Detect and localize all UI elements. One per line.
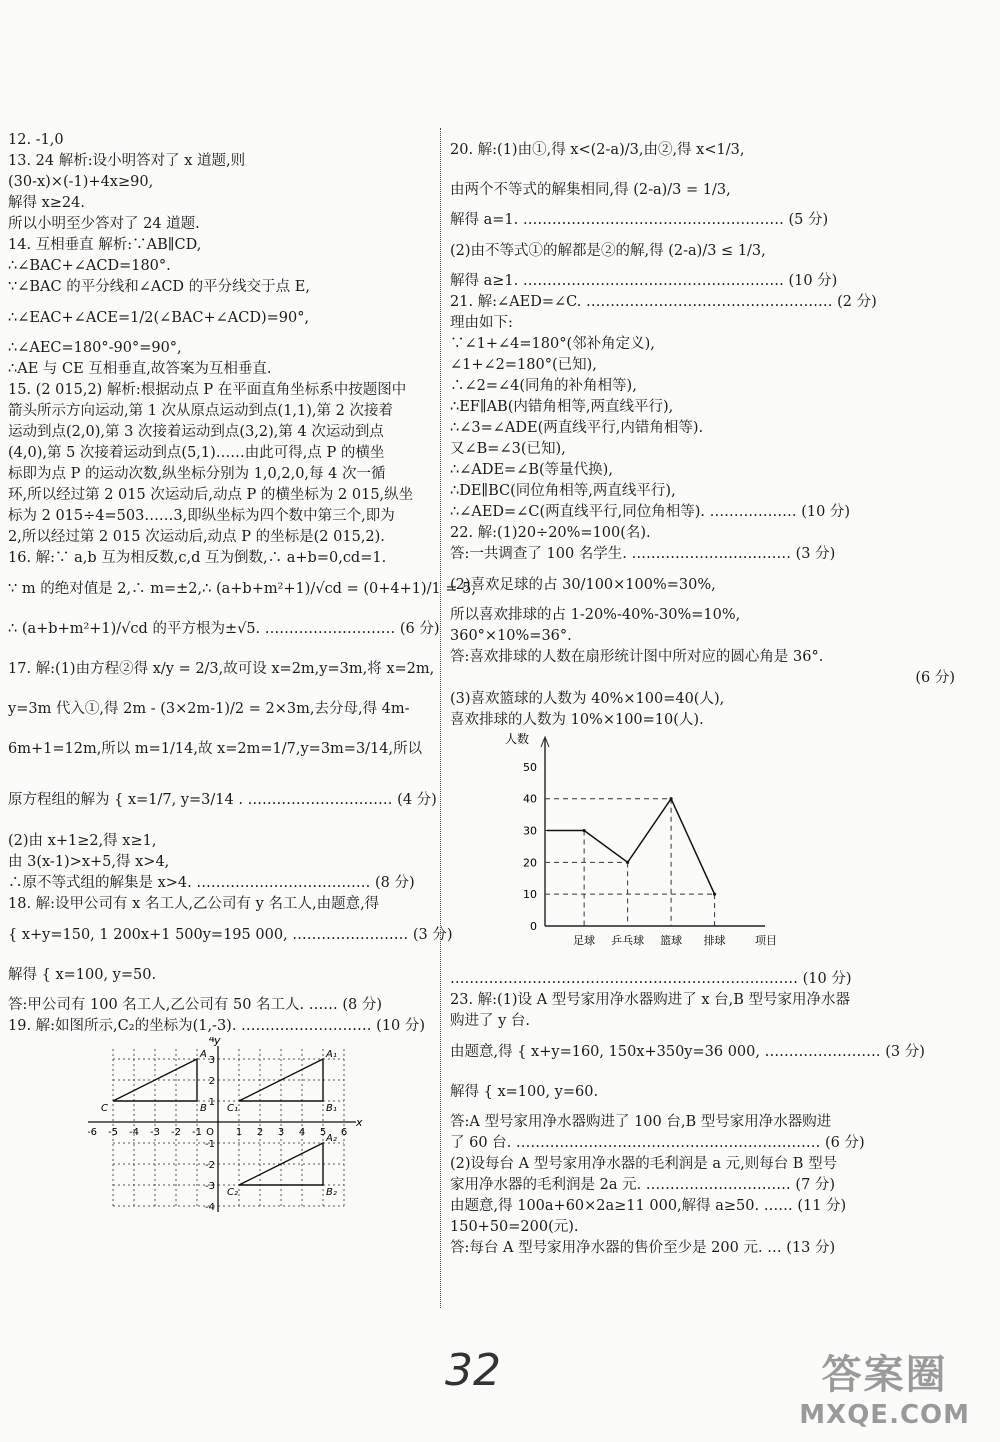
answer-18 (8, 894, 453, 1016)
y-axis-label: 人数 (505, 732, 530, 746)
x-tick-label: -4 (129, 1127, 139, 1138)
y-tick-label: 30 (523, 824, 537, 838)
y-tick-label: -2 (205, 1160, 215, 1171)
answer-20-line: (2)由不等式①的解都是②的解,得 (2-a)/3 ≤ 1/3, (450, 243, 766, 259)
point-label: B₂ (326, 1187, 337, 1198)
answer-16-line: ∵ m 的绝对值是 2,∴ m=±2,∴ (a+b+m²+1)/√cd = (0+4+1)/1 = 5, (8, 581, 476, 597)
answer-17-line: ∴原不等式组的解集是 x>4. ……………………………… (8 分) (8, 875, 415, 891)
y-tick-label: 10 (523, 888, 537, 902)
answer-17 (8, 649, 437, 894)
answer-21 (450, 292, 985, 523)
answer-20 (450, 130, 985, 292)
answer-23-line: 23. 解:(1)设 A 型号家用净水器购进了 x 台,B 型号家用净水器 (450, 992, 851, 1008)
line-chart-figure (490, 731, 985, 969)
line-chart (490, 731, 790, 969)
y-tick-label: 50 (523, 760, 537, 774)
answer-22-line: 答:喜欢排球的人数在扇形统计图中所对应的圆心角是 36°. (450, 649, 824, 665)
answer-21-line: ∴∠AED=∠C(两直线平行,同位角相等). ……………… (10 分) (450, 504, 851, 520)
answer-15-line: 2,所以经过第 2 015 次运动后,动点 P 的坐标是(2 015,2). (8, 529, 385, 545)
answer-15-line: 标即为点 P 的运动次数,纵坐标分别为 1,0,2,0,每 4 次一循 (8, 466, 386, 482)
answer-23-line: 购进了 y 台. (450, 1013, 531, 1029)
x-tick-label: 2 (256, 1127, 264, 1138)
y-axis-label: y (214, 1037, 221, 1047)
answer-13 (8, 151, 433, 235)
answer-13-line: 解得 x≥24. (8, 195, 85, 211)
answer-14-line: ∴∠EAC+∠ACE=1/2(∠BAC+∠ACD)=90°, (8, 310, 310, 326)
answer-17-line: 6m+1=12m,所以 m=1/14,故 x=2m=1/7,y=3m=3/14,所以 (8, 741, 423, 757)
answer-17-line: 17. 解:(1)由方程②得 x/y = 2/3,故可设 x=2m,y=3m,将 x=2m, (8, 661, 435, 677)
y-tick-label: 0 (530, 920, 537, 933)
answer-14-line: ∴AE 与 CE 互相垂直,故答案为互相垂直. (8, 361, 272, 377)
answer-22-line: (2)喜欢足球的占 30/100×100%=30%, (450, 577, 716, 593)
answer-16-line: 16. 解:∵ a,b 互为相反数,c,d 互为倒数,∴ a+b=0,cd=1. (8, 550, 387, 566)
answer-23-line: 答:每台 A 型号家用净水器的售价至少是 200 元. … (13 分) (450, 1240, 836, 1256)
x-axis-label: 项目 (755, 934, 777, 947)
answer-22-line: ……………………………………………………………… (10 分) (450, 971, 852, 987)
x-tick-label: 足球 (573, 934, 596, 947)
answer-15-line: 标为 2 015÷4=503……3,即纵坐标为四个数中第三个,即为 (8, 508, 395, 524)
answer-22-line: (6 分) (915, 670, 955, 686)
answer-14 (8, 235, 433, 380)
answer-15-line: (4,0),第 5 次接着运动到点(5,1)……由此可得,点 P 的横坐 (8, 445, 385, 461)
x-tick-label: -1 (192, 1127, 202, 1138)
x-tick-label: O (206, 1127, 214, 1138)
answer-22-line: 喜欢排球的人数为 10%×100=10(人). (450, 712, 704, 728)
right-column (450, 130, 985, 1259)
y-tick-label: 40 (523, 792, 537, 806)
coordinate-grid-figure (88, 1037, 433, 1232)
answer-21-line: ∴∠3=∠ADE(两直线平行,内错角相等). (450, 420, 704, 436)
point-label: A₁ (326, 1049, 337, 1060)
answer-23-line: 由题意,得 { x+y=160, 150x+350y=36 000, …………………… (3 分) (450, 1044, 925, 1060)
point-label: C₁ (227, 1103, 238, 1114)
y-tick-label: 20 (523, 856, 537, 870)
answer-20-line: 由两个不等式的解集相同,得 (2-a)/3 = 1/3, (450, 182, 731, 198)
answer-18-line: { x+y=150, 1 200x+1 500y=195 000, …………………… (3 分) (8, 927, 453, 943)
answer-20-line: 解得 a≥1. ……………………………………………… (10 分) (450, 273, 838, 289)
answer-18-line: 解得 { x=100, y=50. (8, 967, 157, 983)
answer-14-line: 14. 互相垂直 解析:∵AB∥CD, (8, 237, 202, 253)
answer-14-line: ∵∠BAC 的平分线和∠ACD 的平分线交于点 E, (8, 279, 310, 295)
answer-21-line: 又∠B=∠3(已知), (450, 441, 566, 457)
y-tick-label: -3 (205, 1181, 215, 1192)
x-tick-label: 4 (298, 1127, 306, 1138)
x-tick-label: 6 (340, 1127, 348, 1138)
answer-22 (450, 523, 985, 731)
y-tick-label: -4 (205, 1202, 215, 1213)
answer-22-line: 答:一共调查了 100 名学生. …………………………… (3 分) (450, 546, 836, 562)
x-tick-label: 乒乓球 (611, 934, 645, 947)
answer-21-line: 21. 解:∠AED=∠C. …………………………………………… (2 分) (450, 294, 877, 310)
answer-21-line: ∴∠2=∠4(同角的补角相等), (450, 378, 637, 394)
answer-15 (8, 380, 433, 548)
answer-23-line: 家用净水器的毛利润是 2a 元. ………………………… (7 分) (450, 1177, 836, 1193)
answer-15-line: 环,所以经过第 2 015 次运动后,动点 P 的横坐标为 2 015,纵坐 (8, 487, 414, 503)
y-tick-label: 2 (208, 1076, 215, 1087)
y-tick-label: 1 (208, 1097, 215, 1108)
answer-22-line: 22. 解:(1)20÷20%=100(名). (450, 525, 651, 541)
answer-14-line: ∴∠AEC=180°-90°=90°, (8, 340, 182, 356)
answer-23-line: 了 60 台. ……………………………………………………… (6 分) (450, 1135, 865, 1151)
x-tick-label: -6 (88, 1127, 97, 1138)
series-line (547, 799, 715, 894)
answer-15-line: 箭头所示方向运动,第 1 次从原点运动到点(1,1),第 2 次接着 (8, 403, 393, 419)
x-tick-label: 3 (277, 1127, 285, 1138)
left-column (8, 130, 476, 1232)
answer-21-line: 理由如下: (450, 315, 513, 331)
answer-17-line: 原方程组的解为 { x=1/7, y=3/14 . ………………………… (4 分) (8, 792, 437, 808)
answer-21-line: ∠1+∠2=180°(已知), (450, 357, 597, 373)
answer-18-line: 18. 解:设甲公司有 x 名工人,乙公司有 y 名工人,由题意,得 (8, 896, 380, 912)
point-label: B₁ (326, 1103, 337, 1114)
answer-20-line: 解得 a=1. ……………………………………………… (5 分) (450, 212, 829, 228)
x-tick-label: 排球 (703, 934, 726, 947)
answer-22-line: 所以喜欢排球的占 1-20%-40%-30%=10%, (450, 607, 741, 623)
point-label: A₂ (326, 1133, 337, 1144)
answer-23-line: (2)设每台 A 型号家用净水器的毛利润是 a 元,则每台 B 型号 (450, 1156, 838, 1172)
y-tick-label: -1 (205, 1139, 215, 1150)
answer-13-line: 13. 24 解析:设小明答对了 x 道题,则 (8, 153, 246, 169)
point-label: C (101, 1103, 108, 1114)
page-number: 32 (445, 1345, 501, 1396)
answer-19: 19. 解:如图所示,C₂的坐标为(1,-3). ……………………… (10 分) (8, 1018, 426, 1034)
answer-17-line: 由 3(x-1)>x+5,得 x>4, (8, 854, 170, 870)
answer-17-line: (2)由 x+1≥2,得 x≥1, (8, 833, 157, 849)
x-tick-label: -2 (171, 1127, 181, 1138)
column-divider (440, 128, 441, 1308)
y-tick-label: 4 (208, 1037, 215, 1045)
point-label: A (200, 1049, 207, 1060)
watermark-title: 答案圈 (821, 1352, 948, 1398)
answer-23-line: 由题意,得 100a+60×2a≥11 000,解得 a≥50. …… (11 分) (450, 1198, 847, 1214)
answer-23-line: 解得 { x=100, y=60. (450, 1084, 599, 1100)
answer-15-line: 运动到点(2,0),第 3 次接着运动到点(3,2),第 4 次运动到点 (8, 424, 384, 440)
answer-13-line: (30-x)×(-1)+4x≥90, (8, 174, 154, 190)
point-label: C₂ (227, 1187, 238, 1198)
answer-14-line: ∴∠BAC+∠ACD=180°. (8, 258, 171, 274)
answer-16-line: ∴ (a+b+m²+1)/√cd 的平方根为±√5. ……………………… (6 分) (8, 621, 440, 637)
point-label: B (200, 1103, 207, 1114)
watermark-url: MXQE.COM (799, 1400, 970, 1430)
answer-16 (8, 548, 476, 649)
answer-20-line: 20. 解:(1)由①,得 x<(2-a)/3,由②,得 x<1/3, (450, 142, 745, 158)
x-tick-label: -5 (108, 1127, 118, 1138)
answer-21-line: ∴∠ADE=∠B(等量代换), (450, 462, 613, 478)
answer-18-line: 答:甲公司有 100 名工人,乙公司有 50 名工人. …… (8 分) (8, 997, 383, 1013)
x-axis-label: x (356, 1116, 363, 1129)
watermark-logo (799, 1343, 970, 1430)
y-tick-label: 3 (208, 1055, 215, 1066)
answer-17-line: y=3m 代入①,得 2m - (3×2m-1)/2 = 2×3m,去分母,得 4m- (8, 701, 410, 717)
answer-22-line: (3)喜欢篮球的人数为 40%×100=40(人), (450, 691, 725, 707)
answer-23-line: 150+50=200(元). (450, 1219, 579, 1235)
answer-12: 12. -1,0 (8, 132, 64, 148)
answer-21-line: ∴EF∥AB(内错角相等,两直线平行), (450, 399, 674, 415)
x-tick-label: -3 (150, 1127, 160, 1138)
answer-21-line: ∴DE∥BC(同位角相等,两直线平行), (450, 483, 676, 499)
x-tick-label: 1 (235, 1127, 243, 1138)
answer-13-line: 所以小明至少答对了 24 道题. (8, 216, 200, 232)
x-tick-label: 5 (319, 1127, 327, 1138)
x-tick-label: 篮球 (660, 934, 683, 947)
answer-22-line: 360°×10%=36°. (450, 628, 572, 644)
answer-23-line: 答:A 型号家用净水器购进了 100 台,B 型号家用净水器购进 (450, 1114, 832, 1130)
answer-21-line: ∵∠1+∠4=180°(邻补角定义), (450, 336, 655, 352)
answer-15-line: 15. (2 015,2) 解析:根据动点 P 在平面直角坐标系中按题图中 (8, 382, 407, 398)
answer-23 (450, 990, 985, 1259)
coordinate-grid (88, 1037, 388, 1232)
